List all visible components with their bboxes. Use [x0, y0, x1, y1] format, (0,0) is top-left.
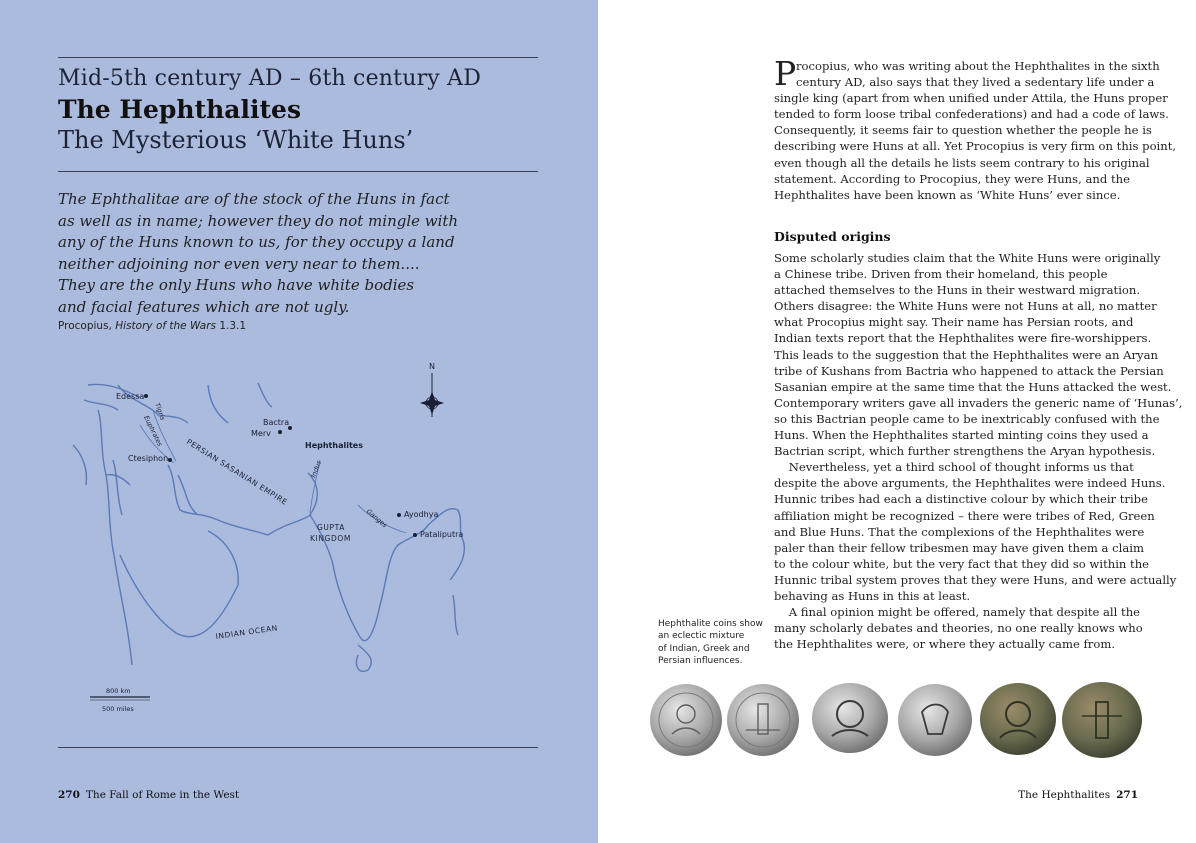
- coin: [727, 684, 799, 756]
- city-dot: [397, 513, 401, 517]
- caption-line: Persian influences.: [658, 655, 743, 666]
- heading-rule: [58, 171, 538, 172]
- page-subtitle: The Mysterious ‘White Huns’: [58, 126, 414, 154]
- body-line: single king (apart from when unified under Attila, the Huns proper: [774, 91, 1168, 106]
- body-line: many scholarly debates and theories, no one really knows who: [774, 621, 1143, 636]
- map-place-bactra: Bactra: [263, 418, 290, 427]
- section-body: [774, 250, 1183, 652]
- body-line: Some scholarly studies claim that the White Huns were originally: [774, 251, 1161, 265]
- right-page: [598, 0, 1196, 843]
- compass-rose: [420, 362, 444, 417]
- citation-ref: 1.3.1: [216, 320, 247, 332]
- body-line: A final opinion might be offered, namely that despite all the: [774, 605, 1141, 620]
- map-place-edessa: Edessa: [116, 392, 145, 401]
- epigraph-line: as well as in name; however they do not mingle with: [58, 211, 459, 230]
- map-scale: [90, 687, 150, 713]
- citation-work: History of the Wars: [115, 320, 216, 332]
- coins-caption: [658, 618, 768, 667]
- body-line: affiliation might be recognized – there were tribes of Red, Green: [774, 508, 1155, 523]
- city-dot: [168, 458, 172, 462]
- map-place-pataliputra: Pataliputra: [420, 530, 464, 539]
- body-line: Huns. When the Hephthalites started minting coins they used a: [774, 428, 1149, 443]
- body-line: so this Bactrian people came to be inextricably confused with the: [774, 411, 1160, 426]
- body-line: attached themselves to the Huns in their westward migration.: [774, 283, 1141, 298]
- page-number-left: 270: [58, 789, 80, 801]
- scale-km: 800 km: [106, 687, 131, 695]
- body-line: Contemporary writers gave all invaders the generic name of ‘Hunas’,: [774, 395, 1183, 410]
- caption-line: of Indian, Greek and: [658, 643, 750, 654]
- map-place-merv: Merv: [251, 429, 271, 438]
- body-line: rocopius, who was writing about the Hephthalites in the sixth: [796, 59, 1160, 73]
- body-line: what Procopius might say. Their name has Persian roots, and: [774, 315, 1134, 330]
- body-line: to the colour white, but the very fact that they did so within the: [774, 556, 1150, 571]
- body-line: tribe of Kushans from Bactria who happened to attack the Persian: [774, 363, 1164, 378]
- epigraph-line: The Ephthalitae are of the stock of the Huns in fact: [58, 190, 450, 208]
- map: [58, 355, 538, 725]
- body-line: a Chinese tribe. Driven from their homeland, this people: [774, 267, 1108, 282]
- body-line: Others disagree: the White Huns were not Huns at all, no matter: [774, 299, 1157, 314]
- city-dot: [144, 394, 148, 398]
- epigraph-line: neither adjoining nor even very near to them....: [58, 254, 420, 273]
- map-river-indus: Indus: [309, 459, 323, 479]
- intro-paragraph: [774, 54, 1177, 203]
- citation-author: Procopius,: [58, 320, 116, 332]
- map-river-ganges: Ganges: [364, 507, 389, 530]
- map-region-kingdom: KINGDOM: [310, 534, 351, 543]
- map-place-ctesiphon: Ctesiphon: [128, 454, 169, 463]
- page-number-right: 271: [1116, 789, 1138, 801]
- body-line: This leads to the suggestion that the Hephthalites were an Aryan: [774, 347, 1158, 362]
- map-region-hephthalites: Hephthalites: [305, 441, 363, 450]
- city-dot: [278, 430, 282, 434]
- body-line: despite the above arguments, the Hephthalites were indeed Huns.: [774, 476, 1166, 491]
- footer-left: [58, 789, 239, 801]
- epigraph-line: They are the only Huns who have white bodies: [58, 276, 415, 294]
- date-range: Mid-5th century AD – 6th century AD: [58, 66, 482, 91]
- body-line: describing were Huns at all. Yet Procopius is very firm on this point,: [774, 139, 1177, 154]
- map-region-gupta: GUPTA: [317, 523, 345, 532]
- top-rule: [58, 57, 538, 58]
- map-region-persian-empire: PERSIAN SASANIAN EMPIRE: [184, 437, 290, 507]
- map-place-ayodhya: Ayodhya: [404, 510, 439, 519]
- body-line: paler than their fellow tribesmen may have given them a claim: [774, 540, 1144, 555]
- epigraph-line: any of the Huns known to us, for they occupy a land: [58, 233, 455, 251]
- running-head-right: The Hephthalites: [1018, 789, 1111, 801]
- coin: [898, 684, 972, 756]
- compass-north-label: N: [429, 362, 435, 371]
- city-dot: [413, 533, 417, 537]
- body-line: Bactrian script, which further strengthens the Aryan hypothesis.: [774, 444, 1156, 459]
- coin: [812, 683, 888, 753]
- body-line: century AD, also says that they lived a sedentary life under a: [796, 75, 1155, 90]
- epigraph-citation: [58, 320, 246, 332]
- scale-miles: 500 miles: [102, 705, 134, 713]
- coins-photo: [650, 680, 1150, 760]
- body-line: even though all the details he lists seem contrary to his original: [774, 155, 1150, 170]
- caption-line: an eclectic mixture: [658, 631, 745, 642]
- footer-right: [1018, 789, 1138, 801]
- body-line: and Blue Huns. That the complexions of the Hephthalites were: [774, 524, 1145, 539]
- body-line: Hunnic tribal system proves that they were Huns, and were actually: [774, 572, 1177, 587]
- coin: [650, 684, 722, 756]
- bottom-rule: [58, 747, 538, 748]
- page-title: The Hephthalites: [58, 95, 302, 124]
- drop-cap: P: [774, 54, 797, 93]
- body-line: Hunnic tribes had each a distinctive colour by which their tribe: [774, 492, 1148, 507]
- body-line: the Hephthalites were, or where they actually came from.: [774, 637, 1116, 652]
- coin: [980, 683, 1056, 755]
- body-line: tended to form loose tribal confederations) and had a code of laws.: [774, 107, 1169, 122]
- map-region-indian-ocean: INDIAN OCEAN: [215, 623, 279, 641]
- body-line: Hephthalites have been known as ‘White Huns’ ever since.: [774, 187, 1121, 202]
- body-line: statement. According to Procopius, they were Huns, and the: [774, 171, 1130, 186]
- epigraph-line: and facial features which are not ugly.: [58, 297, 350, 316]
- coin: [1062, 682, 1142, 758]
- body-line: Nevertheless, yet a third school of thought informs us that: [774, 460, 1134, 475]
- body-line: behaving as Huns in this at least.: [774, 588, 971, 603]
- caption-line: Hephthalite coins show: [658, 619, 763, 629]
- section-heading: Disputed origins: [774, 229, 891, 244]
- body-line: Consequently, it seems fair to question whether the people he is: [774, 123, 1152, 138]
- epigraph: [58, 189, 558, 318]
- map-river-tigris: Tigris: [153, 401, 167, 422]
- running-head-left: The Fall of Rome in the West: [85, 789, 240, 801]
- body-line: Indian texts report that the Hephthalites were fire-worshippers.: [774, 331, 1152, 346]
- map-river-euphrates: Euphrates: [142, 414, 164, 448]
- map-labels: [116, 392, 463, 641]
- body-line: Sasanian empire at the same time that the Huns attacked the west.: [774, 379, 1172, 394]
